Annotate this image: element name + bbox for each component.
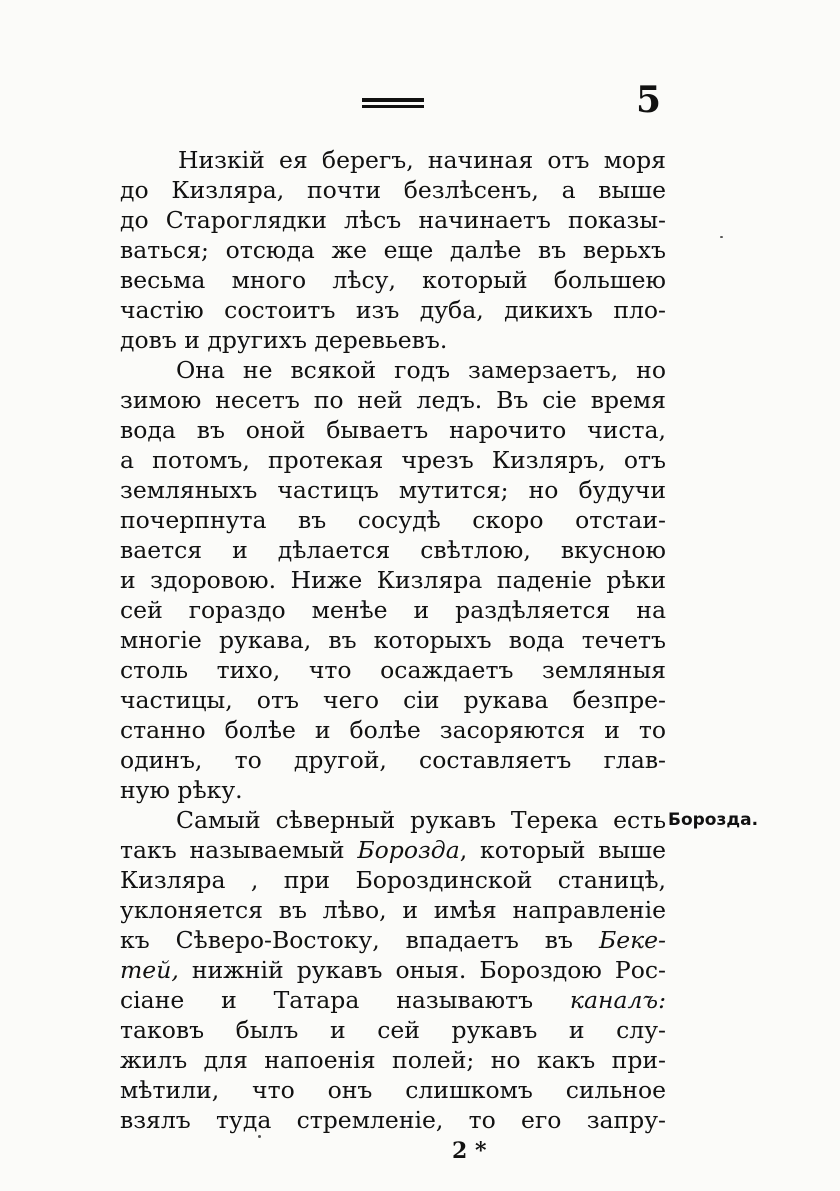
italic-term: Борозда	[357, 836, 460, 864]
italic-term: тей,	[120, 956, 179, 984]
text-line: вода въ оной бываетъ нарочито чиста,	[120, 416, 666, 444]
margin-note: Борозда.	[668, 810, 759, 830]
text-line: ваться; отсюда же еще далѣе въ верьхъ	[120, 236, 666, 264]
text-line: до Кизляра, почти безлѣсенъ, а выше	[120, 176, 666, 204]
speck	[720, 236, 723, 238]
text-line: довъ и другихъ деревьевъ.	[120, 326, 448, 354]
text-line: взялъ туда стремленіе, то его запру-	[120, 1106, 666, 1134]
text-line: почерпнута въ сосудѣ скоро отстаи-	[120, 506, 666, 534]
text-line: столь тихо, что осаждаетъ земляныя	[120, 656, 666, 684]
text-line: тей, нижній рукавъ оныя. Бороздою Рос-	[120, 956, 666, 984]
text-line: сей гораздо менѣе и раздѣляется на	[120, 596, 666, 624]
signature-mark: 2 *	[452, 1138, 487, 1164]
text-line: земляныхъ частицъ мутится; но будучи	[120, 476, 666, 504]
text-line: станно болѣе и болѣе засоряются и то	[120, 716, 666, 744]
text-line: многіе рукава, въ которыхъ вода течетъ	[120, 626, 666, 654]
text-line: одинъ, то другой, составляетъ глав-	[120, 746, 666, 774]
text-line: къ Сѣверо-Востоку, впадаетъ въ Беке-	[120, 926, 666, 954]
text-line: Кизляра , при Бороздинской станицѣ,	[120, 866, 666, 894]
page-number: 5	[636, 79, 662, 121]
text-line: уклоняется въ лѣво, и имѣя направленіе	[120, 896, 666, 924]
text-line: жилъ для напоенія полей; но какъ при-	[120, 1046, 666, 1074]
header-rule	[362, 98, 424, 108]
italic-term: каналъ:	[569, 986, 666, 1014]
text-line: таковъ былъ и сей рукавъ и слу-	[120, 1016, 666, 1044]
text-line: ную рѣку.	[120, 776, 243, 804]
text-line: вается и дѣлается свѣтлою, вкусною	[120, 536, 666, 564]
text-line: зимою несетъ по ней ледъ. Въ сіе время	[120, 386, 666, 414]
text-line: Она не всякой годъ замерзаетъ, но	[176, 356, 666, 384]
speck	[258, 1135, 261, 1138]
text-line: мѣтили, что онъ слишкомъ сильное	[120, 1076, 666, 1104]
text-line: и здоровою. Ниже Кизляра паденіе рѣки	[120, 566, 666, 594]
text-line: весьма много лѣсу, который большею	[120, 266, 666, 294]
text-line: а потомъ, протекая чрезъ Кизляръ, отъ	[120, 446, 666, 474]
text-line: такъ называемый Борозда, который выше	[120, 836, 666, 864]
text-line: сіане и Татара называютъ каналъ:	[120, 986, 666, 1014]
text-line: частицы, отъ чего сіи рукава безпре-	[120, 686, 666, 714]
text-line: частію состоитъ изъ дуба, дикихъ пло-	[120, 296, 666, 324]
text-line: Самый сѣверный рукавъ Терека есть	[176, 806, 666, 834]
text-line: до Староглядки лѣсъ начинаетъ показы-	[120, 206, 666, 234]
text-line: Низкій ея берегъ, начиная отъ моря	[178, 146, 666, 174]
italic-term: Беке-	[598, 926, 666, 954]
